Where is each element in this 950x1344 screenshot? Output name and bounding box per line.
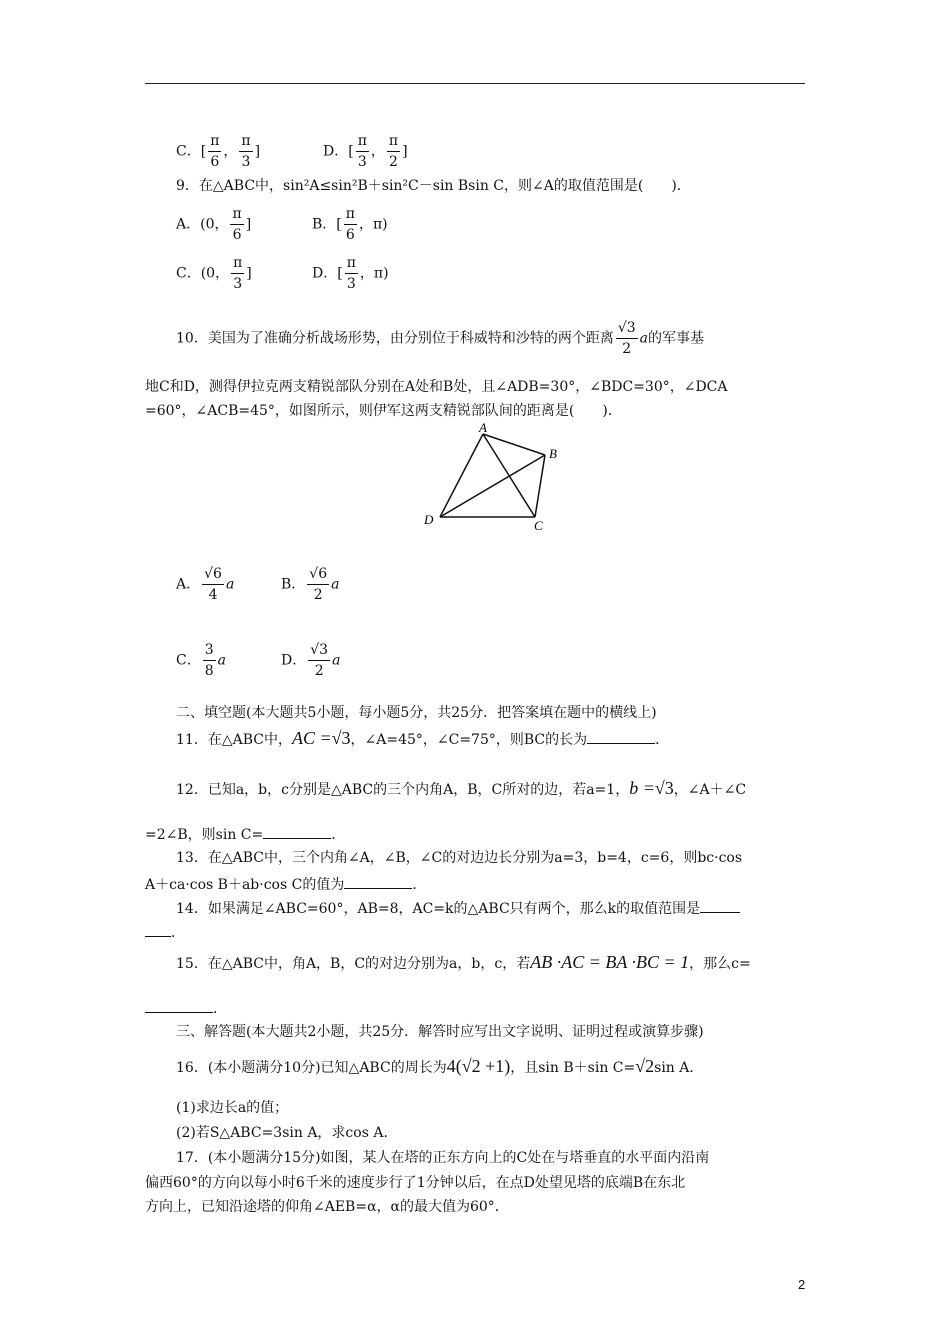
q9-option-b: B．[ $\frac{\pi}{6}$ ，π) bbox=[312, 206, 388, 243]
q9-option-d: D．[ $\frac{\pi}{3}$ ，π) bbox=[312, 255, 389, 292]
q12-line2: =2∠B，则sin C= ． bbox=[145, 824, 345, 845]
q10-quadrilateral-figure bbox=[415, 420, 575, 535]
q10-option-a: A． $\frac{√6}{4}$ a bbox=[176, 566, 235, 603]
q17-line2: 偏西60°的方向以每小时6千米的速度步行了1分钟以后，在点D处望见塔的底端B在东北 bbox=[145, 1175, 686, 1191]
q9-option-a: A．(0， $\frac{\pi}{6}$ ] bbox=[176, 206, 252, 243]
q16-sub2: (2)若S△ABC=3sin A，求cos A． bbox=[176, 1125, 398, 1141]
q16-sub1: (1)求边长a的值； bbox=[176, 1100, 289, 1116]
q10-option-c: C． $\frac{3}{8}$ a bbox=[176, 642, 226, 679]
q16-line1: 16．(本小题满分10分)已知△ABC的周长为4(√2 +1)，且sin B＋sin C=√2sin A． bbox=[176, 1056, 704, 1076]
q13-line1: 13．在△ABC中，三个内角∠A，∠B，∠C的对边边长分别为a=3，b=4，c=6，则bc·cos bbox=[176, 850, 743, 866]
q14-line2: ． bbox=[145, 922, 185, 943]
figure-label-b: B bbox=[549, 446, 557, 461]
section2-heading: 二、填空题(本大题共5小题，每小题5分，共25分．把答案填在题中的横线上) bbox=[176, 705, 657, 721]
q9-stem: 9．在△ABC中，sin²A≤sin²B＋sin²C－sin Bsin C，则∠A的取值范围是( )． bbox=[176, 178, 691, 194]
page-number: 2 bbox=[798, 1277, 806, 1292]
q13-line2: A＋ca·cos B＋ab·cos C的值为 ． bbox=[145, 874, 426, 895]
q10-line2: 地C和D，测得伊拉克两支精锐部队分别在A处和B处，且∠ADB=30°，∠BDC=30°，∠DCA bbox=[145, 379, 728, 395]
q17-line1: 17．(本小题满分15分)如图，某人在塔的正东方向上的C处在与塔垂直的水平面内沿南 bbox=[176, 1150, 710, 1166]
q8-option-d: D．[ $\frac{\pi}{3}$ ， $\frac{\pi}{2}$ ] bbox=[323, 133, 408, 170]
q10-option-d: D． $\frac{√3}{2}$ a bbox=[281, 642, 341, 679]
q10-option-b: B． $\frac{√6}{2}$ a bbox=[281, 566, 340, 603]
q8-option-c: C．[ $\frac{\pi}{6}$ ， $\frac{\pi}{3}$ ] bbox=[176, 133, 261, 170]
q10-line1: 10．美国为了准确分析战场形势，由分别位于科威特和沙特的两个距离 $\frac{√3}{2}$ a的军事基 bbox=[176, 320, 705, 357]
header-rule bbox=[145, 83, 805, 84]
q15-line2: ． bbox=[145, 998, 227, 1019]
section3-heading: 三、解答题(本大题共2小题，共25分．解答时应写出文字说明、证明过程或演算步骤) bbox=[176, 1024, 704, 1040]
figure-label-d: D bbox=[424, 512, 434, 527]
q14-line1: 14．如果满足∠ABC=60°，AB=8，AC=k的△ABC只有两个，那么k的取值范围是 bbox=[176, 898, 740, 919]
q17-line3: 方向上，已知沿途塔的仰角∠AEB=α，α的最大值为60°． bbox=[145, 1199, 509, 1215]
q15-line1: 15．在△ABC中，角A，B，C的对边分别为a，b，c，若AB ·AC = BA ·BC = 1，那么c= bbox=[176, 952, 751, 972]
figure-label-a: A bbox=[479, 420, 487, 435]
q12-line1: 12．已知a，b，c分别是△ABC的三个内角A，B，C所对的边，若a=1，b =√3，∠A＋∠C bbox=[176, 778, 747, 798]
q11: 11．在△ABC中，AC =√3，∠A=45°，∠C=75°，则BC的长为 ． bbox=[176, 728, 670, 748]
figure-label-c: C bbox=[534, 518, 543, 533]
q10-line3: =60°，∠ACB=45°，如图所示，则伊军这两支精锐部队间的距离是( )． bbox=[145, 403, 622, 419]
q9-option-c: C．(0， $\frac{\pi}{3}$ ] bbox=[176, 255, 252, 292]
